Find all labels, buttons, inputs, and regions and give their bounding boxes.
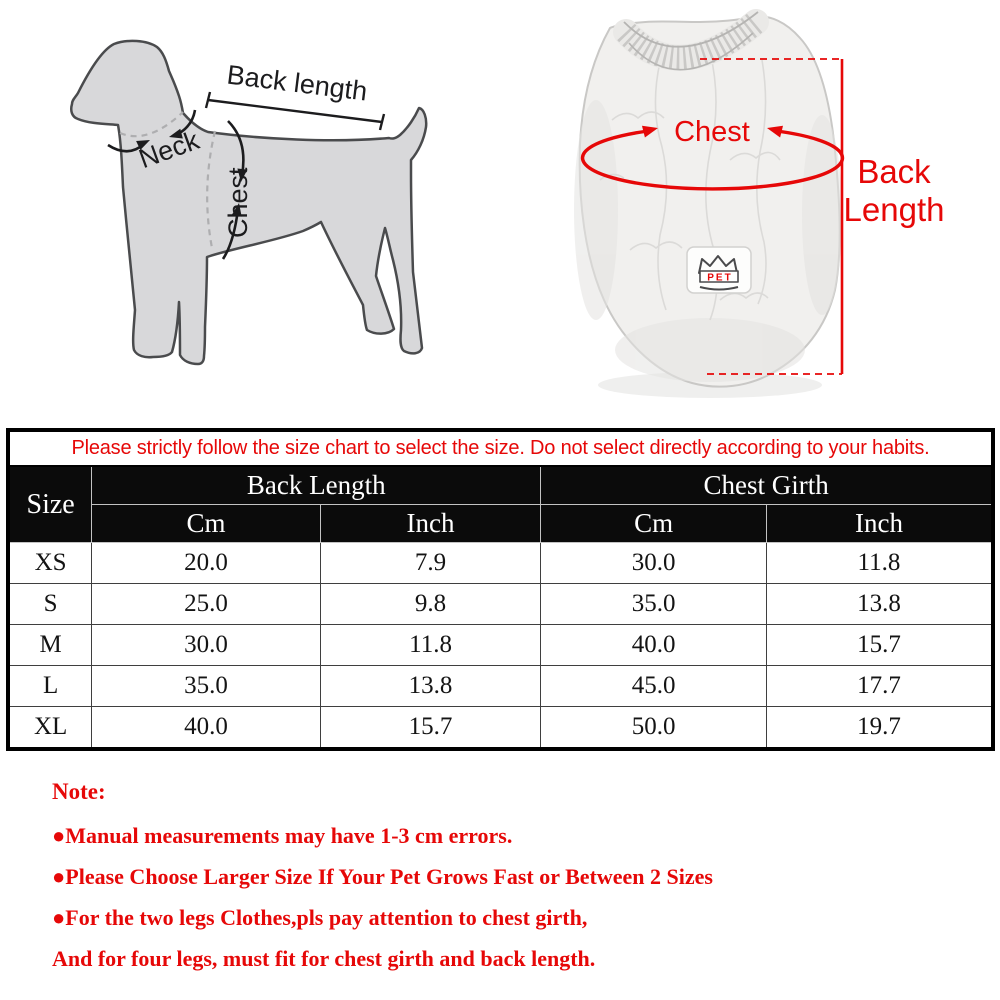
note-title: Note: xyxy=(52,779,106,804)
dog-measurement-diagram xyxy=(20,10,460,410)
size-table xyxy=(6,428,995,751)
size-table-notice: Please strictly follow the size chart to select the size. Do not select directly according to your habits. xyxy=(8,430,993,466)
dog-back-length-label: Back length xyxy=(225,59,369,107)
note-line: ●Manual measurements may have 1-3 cm errors. xyxy=(52,823,513,848)
dog-chest-label: Chest xyxy=(223,167,253,238)
value-cell: 40.0 xyxy=(541,625,767,666)
value-cell: 30.0 xyxy=(541,543,767,584)
garment-back-label-line2: Length xyxy=(843,191,945,228)
value-cell: 15.7 xyxy=(766,625,993,666)
garment-back-label-line1: Back xyxy=(857,153,931,190)
value-cell: 50.0 xyxy=(541,707,767,750)
note-line: And for four legs, must fit for chest girth and back length. xyxy=(52,946,596,971)
header-back-length: Back Length xyxy=(92,466,541,505)
pet-tag-text: PET xyxy=(707,272,733,284)
table-row-s xyxy=(8,584,993,625)
value-cell: 35.0 xyxy=(541,584,767,625)
value-cell: 13.8 xyxy=(766,584,993,625)
value-cell: 45.0 xyxy=(541,666,767,707)
value-cell: 7.9 xyxy=(320,543,541,584)
value-cell: 15.7 xyxy=(320,707,541,750)
value-cell: 13.8 xyxy=(320,666,541,707)
table-row-xs xyxy=(8,543,993,584)
garment-measurement-diagram xyxy=(540,0,1000,420)
value-cell: 20.0 xyxy=(92,543,321,584)
subheader-chest-cm: Cm xyxy=(541,505,767,543)
table-row-m xyxy=(8,625,993,666)
table-row-l xyxy=(8,666,993,707)
size-cell: XL xyxy=(8,707,92,750)
size-cell: S xyxy=(8,584,92,625)
size-cell: L xyxy=(8,666,92,707)
garment-chest-label: Chest xyxy=(674,116,750,148)
value-cell: 11.8 xyxy=(320,625,541,666)
value-cell: 35.0 xyxy=(92,666,321,707)
note-line: ●For the two legs Clothes,pls pay attention to chest girth, xyxy=(52,905,588,930)
value-cell: 25.0 xyxy=(92,584,321,625)
value-cell: 19.7 xyxy=(766,707,993,750)
size-cell: M xyxy=(8,625,92,666)
header-size: Size xyxy=(8,466,92,543)
subheader-chest-inch: Inch xyxy=(766,505,993,543)
value-cell: 30.0 xyxy=(92,625,321,666)
value-cell: 40.0 xyxy=(92,707,321,750)
size-table-section xyxy=(6,428,995,751)
subheader-back-cm: Cm xyxy=(92,505,321,543)
note-line: ●Please Choose Larger Size If Your Pet Grows Fast or Between 2 Sizes xyxy=(52,864,713,889)
table-row-xl xyxy=(8,707,993,750)
size-cell: XS xyxy=(8,543,92,584)
notes-section xyxy=(52,780,972,988)
value-cell: 11.8 xyxy=(766,543,993,584)
header-chest-girth: Chest Girth xyxy=(541,466,993,505)
dog-neck-label: Neck xyxy=(134,124,203,175)
pet-tag xyxy=(687,247,751,293)
value-cell: 17.7 xyxy=(766,666,993,707)
subheader-back-inch: Inch xyxy=(320,505,541,543)
value-cell: 9.8 xyxy=(320,584,541,625)
